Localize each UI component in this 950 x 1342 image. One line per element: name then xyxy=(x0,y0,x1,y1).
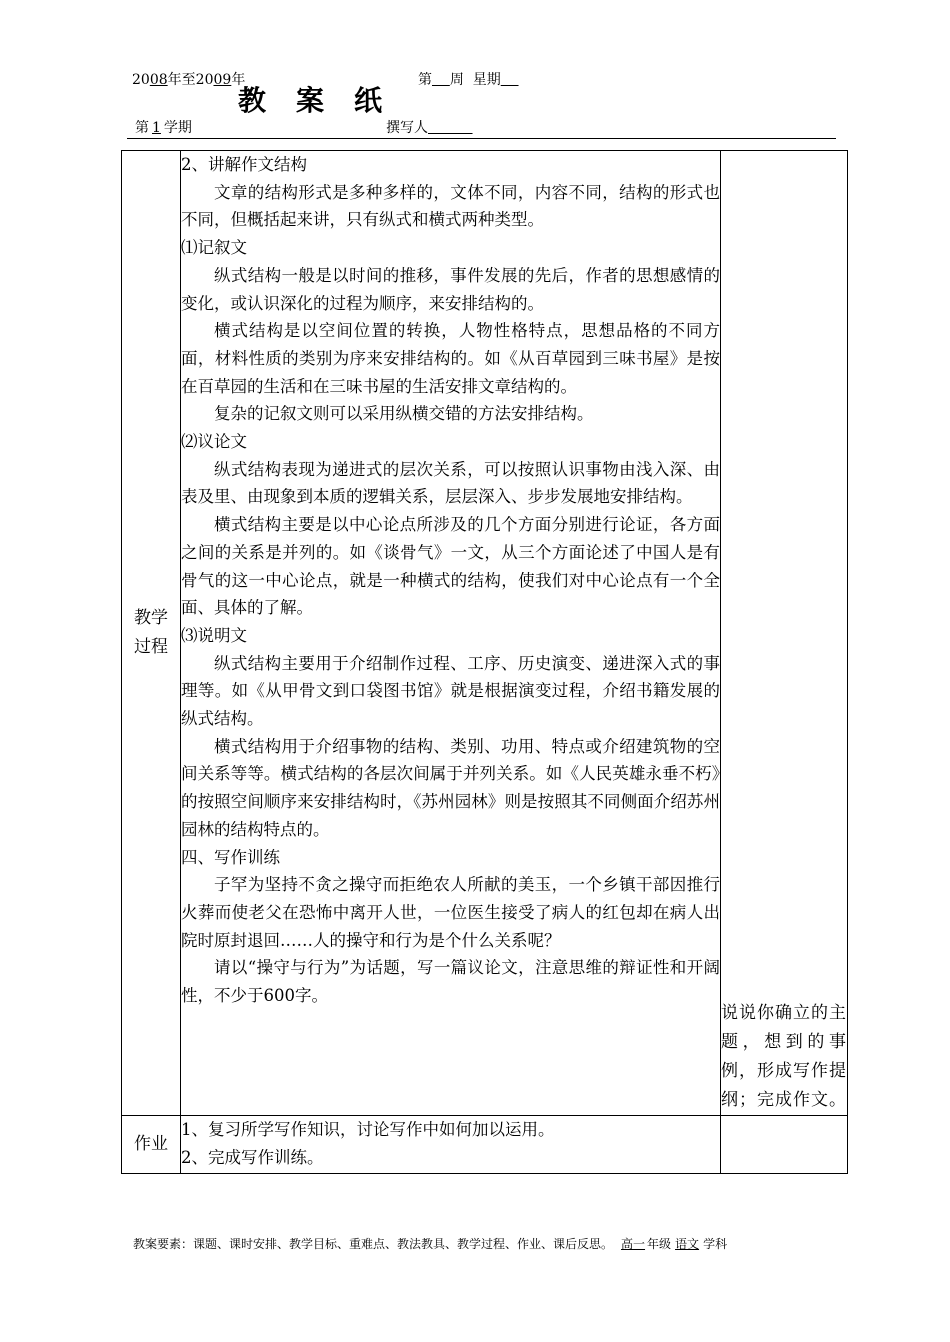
process-paragraph: 文章的结构形式是多种多样的，文体不同，内容不同，结构的形式也不同，但概括起来讲，只有纵式和横式两种类型。 xyxy=(181,182,720,230)
process-paragraph: 纵式结构表现为递进式的层次关系，可以按照认识事物由浅入深、由表及里、由现象到本质的逻辑关系，层层深入、步步发展地安排结构。 xyxy=(181,459,720,507)
process-paragraph: 请以“操守与行为”为话题，写一篇议论文，注意思维的辩证性和开阔性，不少于600字。 xyxy=(181,958,720,1006)
author-label: 撰写人 xyxy=(386,120,428,136)
term-prefix: 第 xyxy=(135,120,149,136)
homework-content xyxy=(181,1116,721,1174)
homework-note xyxy=(721,1116,848,1174)
year-start: 08 xyxy=(149,72,168,88)
term xyxy=(135,120,192,136)
process-paragraph: ⑴记叙文 xyxy=(181,238,247,258)
footer-subject-label: 学科 xyxy=(703,1237,728,1251)
process-label-cell xyxy=(122,151,181,1116)
process-label: 教学过程 xyxy=(134,608,168,657)
footer-grade: 高一 xyxy=(621,1237,646,1251)
process-paragraph: 子罕为坚持不贪之操守而拒绝农人所献的美玉，一个乡镇干部因推行火葬而使老父在恐怖中离开人世，一位医生接受了病人的红包却在病人出院时原封退回……人的操守和行为是个什么关系呢？ xyxy=(181,875,720,950)
year-prefix: 20 xyxy=(132,72,150,88)
homework-item: 1、复习所学写作知识，讨论写作中如何加以运用。 xyxy=(181,1120,555,1139)
process-paragraph: 四、写作训练 xyxy=(181,847,280,867)
page-title: 教案纸 xyxy=(238,84,413,117)
process-note: 说说你确立的主题，想到的事例，形成写作提纲；完成作文。 xyxy=(721,151,848,1116)
footer-elements: 教案要素：课题、课时安排、教学目标、重难点、教法教具、教学过程、作业、课后反思。 xyxy=(133,1237,614,1251)
process-paragraph: 横式结构主要是以中心论点所涉及的几个方面分别进行论证，各方面之间的关系是并列的。如《谈骨气》一文，从三个方面论述了中国人是有骨气的这一中心论点，就是一种横式的结构，使我们对中心论点有一个全面、具体的了解。 xyxy=(181,515,720,618)
header-rule xyxy=(127,138,836,139)
process-paragraph: 纵式结构主要用于介绍制作过程、工序、历史演变、递进深入式的事理等。如《从甲骨文到口袋图书馆》就是根据演变过程，介绍书籍发展的纵式结构。 xyxy=(181,653,720,729)
lesson-table xyxy=(121,150,848,1174)
process-paragraph: 横式结构是以空间位置的转换，人物性格特点，思想品格的不同方面，材料性质的类别为序来安排结构的。如《从百草园到三味书屋》是按在百草园的生活和在三味书屋的生活安排文章结构的。 xyxy=(181,321,720,396)
year-range xyxy=(132,72,245,88)
process-content xyxy=(181,151,721,1116)
year-end: 09 xyxy=(213,72,232,88)
week-prefix: 第 xyxy=(418,72,432,88)
day-blank xyxy=(501,72,519,88)
author-blank xyxy=(428,120,473,136)
footer-subject: 语文 xyxy=(675,1237,700,1251)
week-day xyxy=(418,72,519,88)
process-paragraph: 复杂的记叙文则可以采用纵横交错的方法安排结构。 xyxy=(214,404,594,424)
process-paragraph: 2、讲解作文结构 xyxy=(181,155,307,174)
process-paragraph: 横式结构用于介绍事物的结构、类别、功用、特点或介绍建筑物的空间关系等等。横式结构的各层次间属于并列关系。如《人民英雄永垂不朽》的按照空间顺序来安排结构时，《苏州园林》则是按照其不同侧面介绍苏州园林的结构特点的。 xyxy=(181,736,720,839)
process-paragraph: 纵式结构一般是以时间的推移，事件发展的先后，作者的思想感情的变化，或认识深化的过程为顺序，来安排结构的。 xyxy=(181,265,720,313)
year-mid: 年至20 xyxy=(167,72,214,88)
footer-grade-label: 年级 xyxy=(647,1237,672,1251)
process-row xyxy=(122,151,848,1116)
term-suffix: 学期 xyxy=(163,120,192,136)
footer xyxy=(133,1237,727,1251)
process-paragraph: ⑶说明文 xyxy=(181,625,247,645)
homework-label: 作业 xyxy=(122,1116,181,1174)
term-number: 1 xyxy=(152,120,161,136)
author xyxy=(386,120,473,136)
week-blank xyxy=(432,72,450,88)
week-mid: 周 星期 xyxy=(449,72,501,88)
homework-item: 2、完成写作训练。 xyxy=(181,1147,324,1167)
homework-row xyxy=(122,1116,848,1174)
year-suffix: 年 xyxy=(231,72,246,88)
process-paragraph: ⑵议论文 xyxy=(181,432,247,452)
